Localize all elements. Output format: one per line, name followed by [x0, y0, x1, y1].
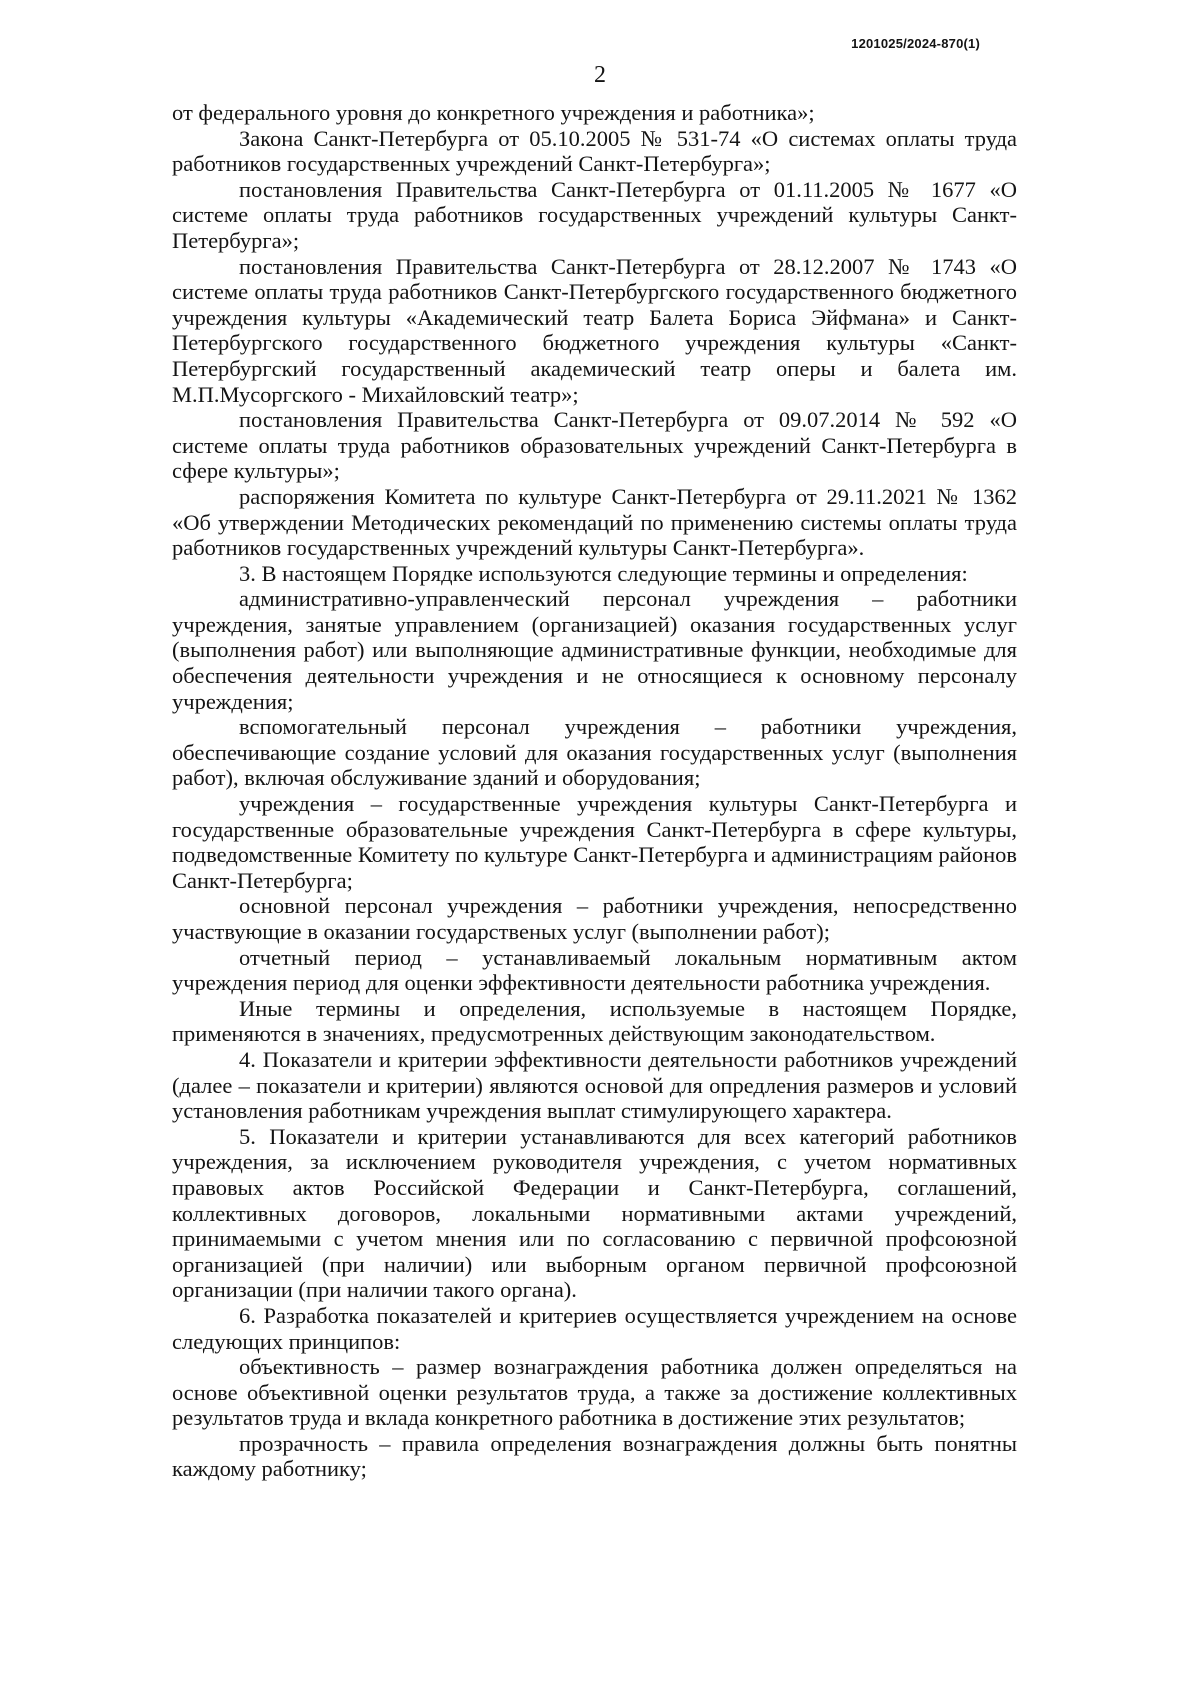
- paragraph-resolution-592: постановления Правительства Санкт-Петербурга от 09.07.2014 № 592 «О системе оплаты труда работников образовательных учреждений Санкт-Петербурга в сфере культуры»;: [172, 407, 1017, 484]
- paragraph-other-terms: Иные термины и определения, используемые в настоящем Порядке, применяются в значениях, предусмотренных действующим законодательством.: [172, 995, 1017, 1047]
- document-body: [172, 100, 1017, 1482]
- paragraph-term-institutions: учреждения – государственные учреждения культуры Санкт-Петербурга и государственные образовательные учреждения Санкт-Петербурга в сфере культуры, подведомственные Комитету по культуре Санкт-Петербурга и администрациям районов Санкт-Петербурга;: [172, 791, 1017, 893]
- paragraph-section-6: 6. Разработка показателей и критериев осуществляется учреждением на основе следующих принципов:: [172, 1302, 1017, 1354]
- paragraph-continuation: от федерального уровня до конкретного учреждения и работника»;: [172, 100, 815, 125]
- page-number: 2: [594, 62, 606, 88]
- paragraph-term-support-staff: вспомогательный персонал учреждения – работники учреждения, обеспечивающие создание условий для оказания государственных услуг (выполнения работ), включая обслуживание зданий и оборудования;: [172, 714, 1017, 791]
- paragraph-order-1362: распоряжения Комитета по культуре Санкт-Петербурга от 29.11.2021 № 1362 «Об утверждении Методических рекомендаций по применению системы оплаты труда работников государственных учреждений культуры Санкт-Петербурга».: [172, 483, 1017, 561]
- paragraph-principle-transparency: прозрачность – правила определения вознаграждения должны быть понятны каждому работнику;: [172, 1430, 1017, 1482]
- document-registration-number: 1201025/2024-870(1): [851, 36, 980, 51]
- paragraph-section-5: 5. Показатели и критерии устанавливаются для всех категорий работников учреждения, за исключением руководителя учреждения, с учетом нормативных правовых актов Российской Федерации и Санкт-Петербурга, соглашений, коллективных договоров, локальными нормативными актами учреждений, принимаемыми с учетом мнения или по согласованию с первичной профсоюзной организацией (при наличии) или выборным органом первичной профсоюзной организации (при наличии такого органа).: [172, 1123, 1017, 1303]
- paragraph-resolution-1743: постановления Правительства Санкт-Петербурга от 28.12.2007 № 1743 «О системе оплаты труда работников Санкт-Петербургского государственного бюджетного учреждения культуры «Академический театр Балета Бориса Эйфмана» и Санкт-Петербургского государственного бюджетного учреждения культуры «Санкт-Петербургский государственный академический театр оперы и балета им. М.П.Мусоргского - Михайловский театр»;: [172, 253, 1017, 407]
- paragraph-section-4: 4. Показатели и критерии эффективности деятельности работников учреждений (далее – показатели и критерии) являются основой для опредления размеров и условий установления работникам учреждения выплат стимулирующего характера.: [172, 1046, 1017, 1124]
- paragraph-resolution-1677: постановления Правительства Санкт-Петербурга от 01.11.2005 № 1677 «О системе оплаты труда работников государственных учреждений культуры Санкт-Петербурга»;: [172, 176, 1017, 253]
- paragraph-term-main-staff: основной персонал учреждения – работники учреждения, непосредственно участвующие в оказании государственых услуг (выполнении работ);: [172, 893, 1017, 944]
- paragraph-law-531-74: Закона Санкт-Петербурга от 05.10.2005 № 531-74 «О системах оплаты труда работников государственных учреждений Санкт-Петербурга»;: [172, 125, 1017, 177]
- paragraph-section-3: 3. В настоящем Порядке используются следующие термины и определения:: [239, 560, 968, 586]
- paragraph-term-admin-staff: административно-управленческий персонал учреждения – работники учреждения, занятые управлением (организацией) оказания государственных услуг (выполнения работ) или выполняющие административные функции, необходимые для обеспечения деятельности учреждения и не относящиеся к основному персоналу учреждения;: [172, 586, 1017, 714]
- paragraph-term-reporting-period: отчетный период – устанавливаемый локальным нормативным актом учреждения период для оценки эффективности деятельности работника учреждения.: [172, 944, 1017, 996]
- paragraph-principle-objectivity: объективность – размер вознаграждения работника должен определяться на основе объективной оценки результатов труда, а также за достижение коллективных результатов труда и вклада конкретного работника в достижение этих результатов;: [172, 1354, 1017, 1431]
